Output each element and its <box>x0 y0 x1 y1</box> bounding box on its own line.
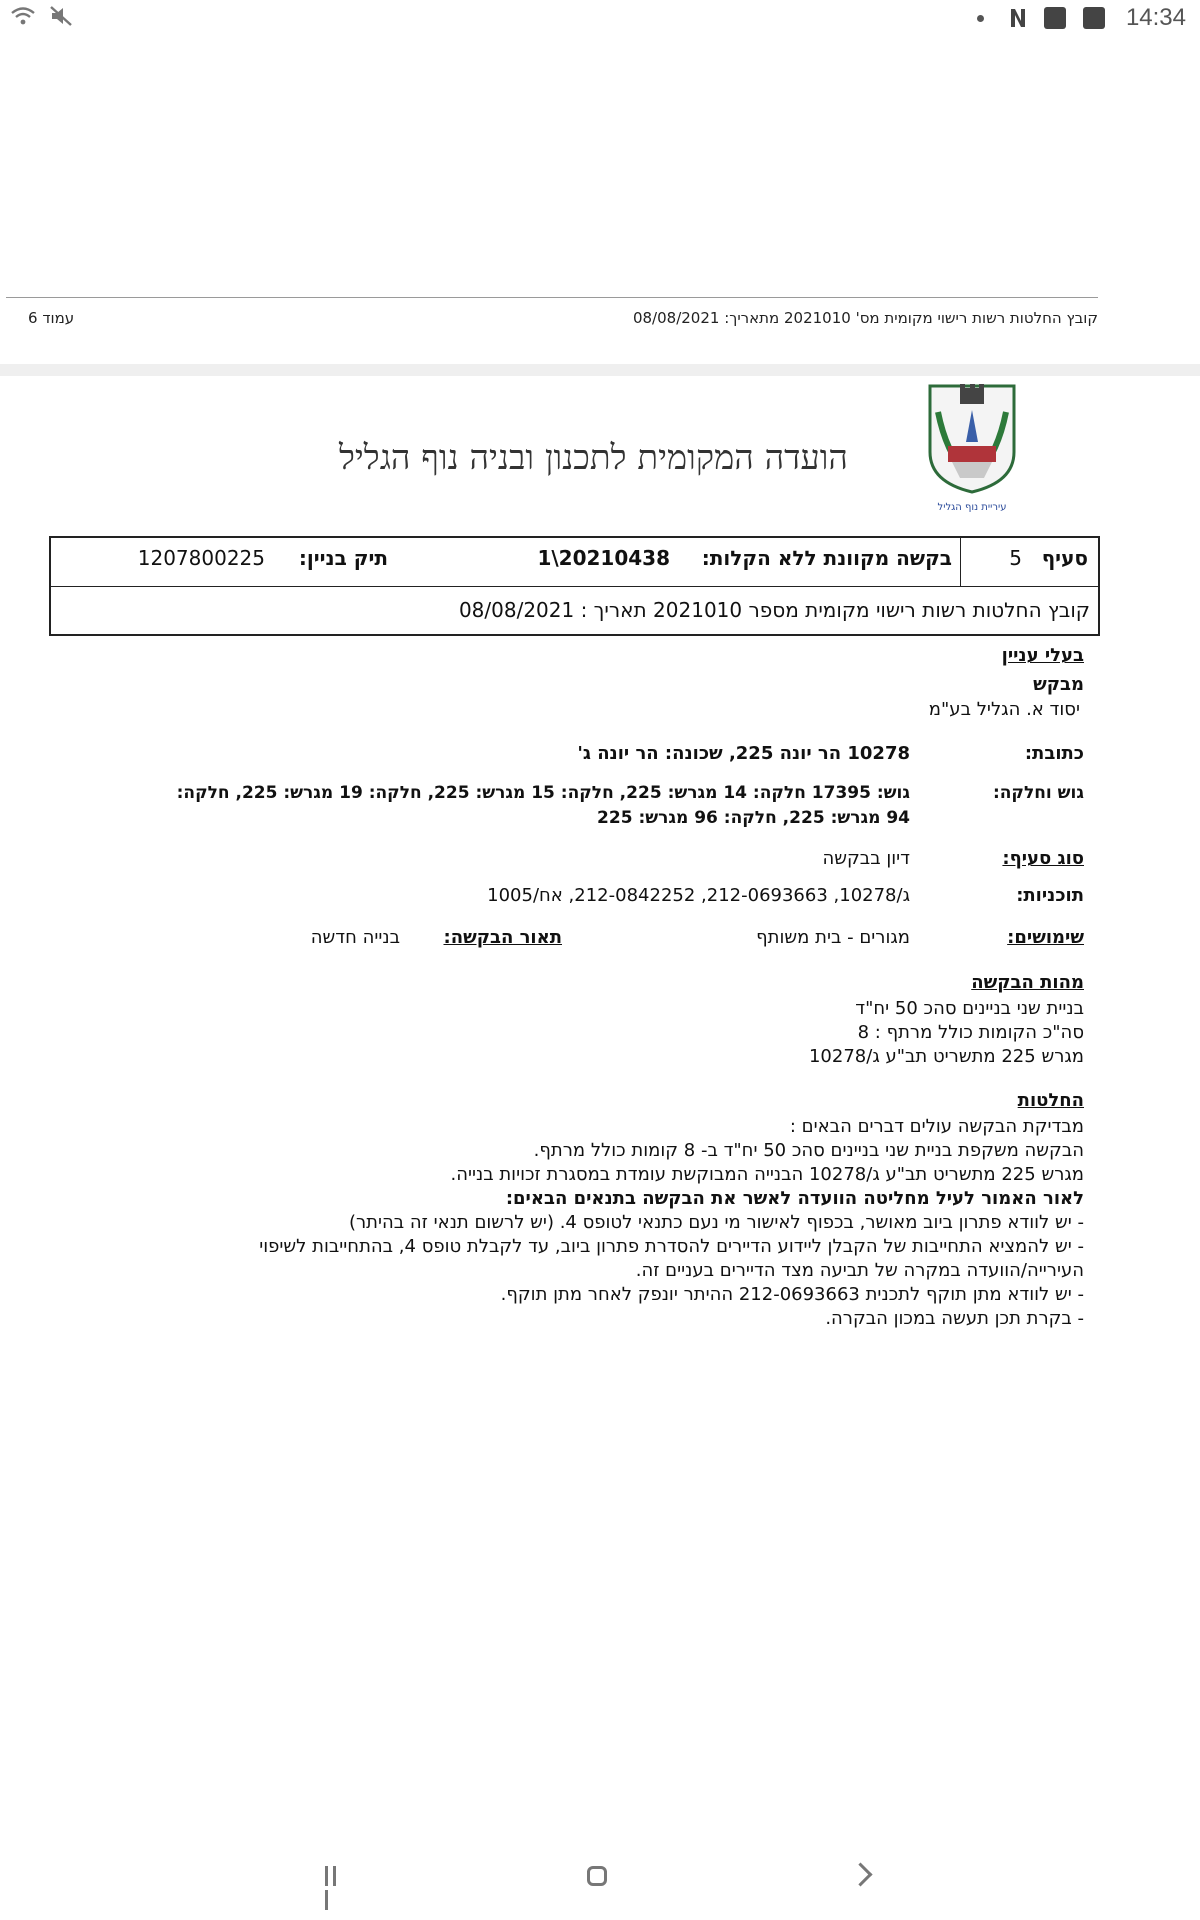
status-bar <box>0 0 1200 40</box>
applicant-label: מבקש <box>1033 674 1084 695</box>
notification-dot-icon <box>977 15 984 22</box>
wifi-icon <box>10 7 49 32</box>
essence-line-1: בניית שני בניינים סהכ 50 יח"ד <box>855 998 1084 1019</box>
condition-2a: - יש להמציא התחייבות של הקבלן ליידוע הדיירים להסדרת פתרון ביוב, עד לקבלת טופס 4, בהתחייבות לשיפוי <box>259 1236 1084 1257</box>
decisions-line-1: מבדיקת הבקשה עולים דברים הבאים : <box>789 1116 1084 1137</box>
home-button[interactable] <box>587 1866 607 1886</box>
status-time: 14:34 <box>1125 4 1186 31</box>
condition-1: - יש לוודא פתרון ביוב מאושר, בכפוף לאישור מי נעם כתנאי לטופס 4. (יש לרשום תנאי זה בהיתר) <box>349 1212 1084 1233</box>
item-type-value: דיון בבקשה <box>822 848 910 869</box>
building-file-label: תיק בניין: <box>298 546 388 570</box>
section-label: סעיף <box>1041 546 1088 570</box>
item-type-label: סוג סעיף: <box>1002 848 1084 869</box>
file-header-line: קובץ החלטות רשות רישוי מקומית מס' 2021010 מתאריך: 08/08/2021 <box>632 309 1098 327</box>
recent-apps-button[interactable] <box>325 1866 347 1886</box>
address-value: 10278 הר יונה 225, שכונה: הר יונה ג' <box>577 743 910 764</box>
news-icon <box>1009 5 1034 30</box>
uses-value: מגורים - בית משותף <box>756 927 910 948</box>
page-separator <box>0 364 1200 376</box>
address-label: כתובת: <box>1024 743 1084 764</box>
mute-icon <box>49 7 73 32</box>
essence-line-2: סה"כ הקומות כולל מרתף : 8 <box>857 1022 1084 1043</box>
building-file-number: 1207800225 <box>137 546 265 570</box>
stakeholders-heading: בעלי עניין <box>1001 645 1084 666</box>
condition-4: - בקרת תכן תעשה במכון הבקרה. <box>825 1308 1084 1329</box>
section-number: 5 <box>1009 546 1022 570</box>
plans-value: ג/10278, 212-0693663, 212-0842252, אח/1005 <box>487 885 910 906</box>
gallery-icon <box>1083 7 1105 29</box>
decisions-heading: החלטות <box>1017 1090 1084 1111</box>
decisions-line-2: הבקשה משקפת בניית שני בניינים סהכ 50 יח"ד ב- 8 קומות כולל מרתף. <box>533 1140 1084 1161</box>
condition-2b: העירייה/הוועדה במקרה של תביעה מצד הדיירים בעניים זה. <box>635 1260 1084 1281</box>
back-button[interactable] <box>848 1862 872 1886</box>
status-right-icons <box>977 4 1186 32</box>
request-number: 20210438\1 <box>537 546 670 570</box>
parcel-line-1: גוש: 17395 חלקה: 14 מגרש: 225, חלקה: 15 מגרש: 225, חלקה: 19 מגרש: 225, חלקה: <box>176 783 910 803</box>
emblem-caption: עיריית נוף הגליל <box>937 502 1007 513</box>
decisions-line-3: מגרש 225 מתשריט תב"ע ג/10278 הבנייה המבוקשת עומדת במסגרת זכויות בנייה. <box>450 1164 1084 1185</box>
parcel-line-2: 94 מגרש: 225, חלקה: 96 מגרש: 225 <box>597 808 910 828</box>
essence-line-3: מגרש 225 מתשריט תב"ע ג/10278 <box>808 1046 1084 1067</box>
box-divider <box>51 586 1098 587</box>
plans-label: תוכניות: <box>1016 885 1084 906</box>
request-description-value: בנייה חדשה <box>310 927 400 948</box>
page-number-label: עמוד 6 <box>28 309 75 327</box>
facebook-icon <box>1044 7 1066 29</box>
box-column-divider <box>960 538 961 586</box>
request-description-label: תאור הבקשה: <box>443 927 562 948</box>
applicant-name: יסוד א. הגליל בע"מ <box>928 699 1080 720</box>
status-left-icons <box>10 6 73 32</box>
essence-heading: מהות הבקשה <box>971 972 1084 993</box>
parcel-label: גוש וחלקה: <box>992 783 1084 803</box>
committee-title: הועדה המקומית לתכנון ובניה נוף הגליל <box>338 438 848 478</box>
city-emblem <box>926 382 1018 516</box>
decisions-approval-line: לאור האמור לעיל מחליטה הוועדה לאשר את הבקשה בתנאים הבאים: <box>505 1188 1084 1209</box>
uses-label: שימושים: <box>1007 927 1084 948</box>
request-label: בקשה מקוונת ללא הקלות: <box>701 546 952 570</box>
decision-file-line: קובץ החלטות רשות רישוי מקומית מספר 2021010 תאריך : 08/08/2021 <box>458 598 1090 622</box>
condition-3: - יש לוודא מתן תוקף לתכנית 212-0693663 ההיתר יונפק לאחר מתן תוקף. <box>500 1284 1084 1305</box>
page-divider-line <box>6 297 1098 298</box>
